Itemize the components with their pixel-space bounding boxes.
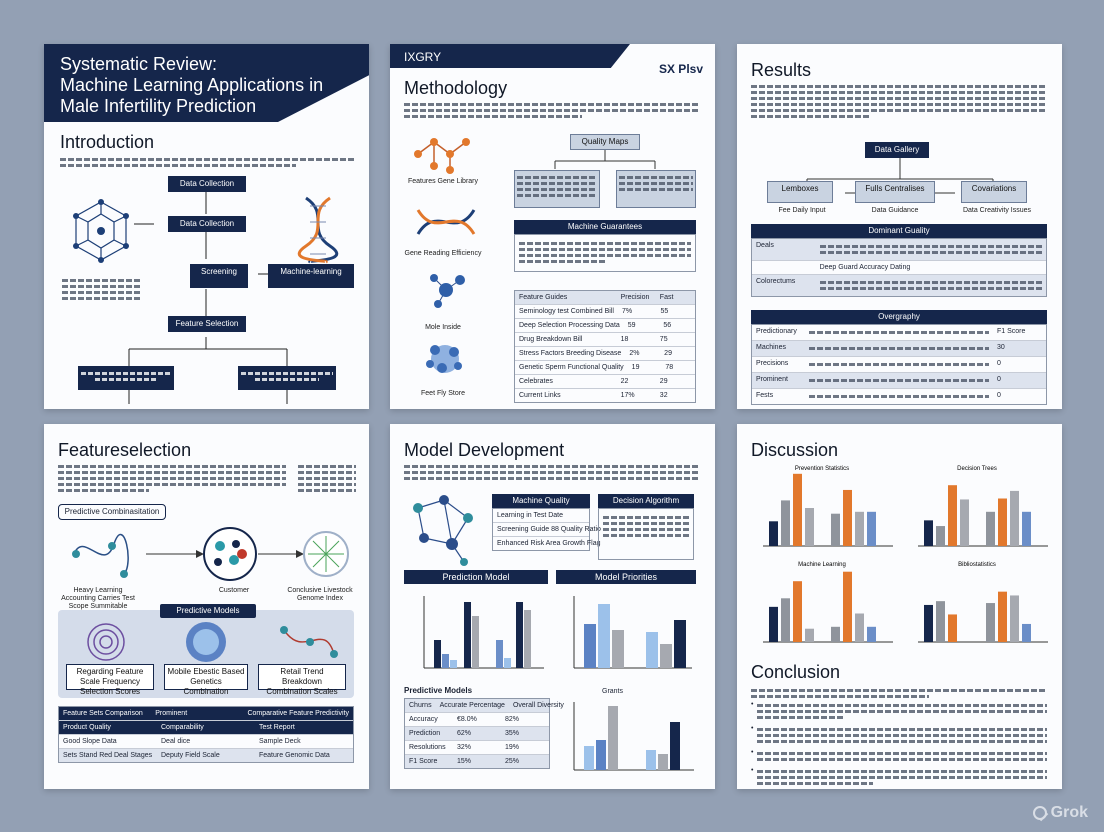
list-item: Enhanced Risk Area Growth Flag — [493, 536, 589, 550]
bar — [986, 512, 995, 546]
bar — [924, 605, 933, 642]
table-header-row: Predictionary F1 Score — [756, 328, 1026, 335]
dna-icon — [298, 196, 338, 262]
bar — [986, 603, 995, 642]
bar — [855, 512, 864, 546]
network-caption — [62, 276, 142, 303]
table-row: Machines 30 — [752, 340, 1046, 356]
bar — [781, 500, 790, 546]
atom-cluster-icon — [426, 270, 466, 310]
section-heading: Introduction — [60, 132, 155, 152]
bar — [936, 526, 945, 546]
icon-caption-2: Gene Reading Efficiency — [404, 250, 482, 257]
feature-sets-table — [58, 706, 354, 763]
dna-icon — [416, 204, 476, 240]
decision-algorithm-header: Decision Algorithm — [598, 494, 694, 508]
panel-card-3[interactable]: Retail Trend Breakdown Combination Scales — [258, 664, 346, 690]
bar — [1022, 624, 1031, 642]
models-panel-title: Predictive Models — [160, 604, 256, 618]
table-row: Accuracy €8.0% 82% — [405, 712, 549, 726]
icon-caption-4: Feet Fly Store — [421, 390, 465, 397]
box-caption-2: Data Guidance — [871, 207, 919, 214]
table-row: Genetic Sperm Functional Quality 19 78 — [515, 360, 695, 374]
bar — [769, 607, 778, 642]
branch-box-left[interactable] — [514, 170, 600, 208]
guarantees-body — [514, 234, 696, 272]
table-row: Stress Factors Breeding Disease 2% 29 — [515, 346, 695, 360]
slide-feature-selection[interactable] — [44, 424, 369, 789]
model-priorities-chart — [556, 588, 696, 680]
node-output-left[interactable] — [78, 366, 174, 390]
node-feature-selection[interactable]: Feature Selection — [168, 316, 246, 332]
bar — [936, 601, 945, 642]
node-screening[interactable]: Screening — [190, 264, 248, 288]
table1-title: Dominant Guality — [751, 224, 1047, 238]
table-row: Deep Selection Processing Data 59 56 — [515, 318, 695, 332]
centralises-box[interactable]: Fulls Centralises — [855, 181, 935, 203]
quality-maps-box[interactable]: Quality Maps — [570, 134, 640, 150]
cell-cluster-icon — [420, 336, 470, 382]
section-heading: Results — [751, 60, 812, 80]
node-output-right[interactable] — [238, 366, 336, 390]
machine-quality-header: Machine Quality — [492, 494, 590, 508]
bullet-item: • — [751, 749, 1047, 764]
chart2-title: Model Priorities — [556, 570, 696, 584]
bullet-item: • — [751, 767, 1047, 788]
branch-box-right[interactable] — [616, 170, 696, 208]
table-row: Good Slope Data Deal dice Sample Deck — [59, 734, 353, 748]
slide-tag: IXGRY — [404, 50, 442, 64]
bullet-item: • — [751, 701, 1047, 722]
bar — [1022, 512, 1031, 546]
node-data-collection-top[interactable]: Data Collection — [168, 176, 246, 192]
combination-pill[interactable]: Predictive Combinasitation — [58, 504, 166, 520]
network-icon — [406, 488, 482, 568]
slide-methodology[interactable] — [390, 44, 715, 409]
chart-title: Bibliostatistics — [958, 562, 996, 568]
table-row: Resolutions 32% 19% — [405, 740, 549, 754]
bar — [769, 521, 778, 546]
pipeline-caption-2: Customer — [218, 587, 250, 594]
table-row: Seminology test Combined Bill 7% 55 — [515, 304, 695, 318]
conclusion-text — [751, 686, 1047, 788]
molecule-icon-orange — [412, 134, 472, 174]
feature-pipeline — [64, 524, 354, 584]
bar — [948, 485, 957, 546]
table-row: Prominent 0 — [752, 372, 1046, 388]
bar — [998, 592, 1007, 642]
chart-title: Prevention Statistics — [794, 466, 850, 472]
bar — [867, 512, 876, 546]
discussion-charts — [747, 462, 1052, 652]
node-data-collection[interactable]: Data Collection — [168, 216, 246, 232]
grok-logo-icon — [1033, 806, 1047, 820]
bar — [843, 572, 852, 642]
machine-quality-list — [492, 508, 601, 551]
table-row: Drug Breakdown Bill 18 75 — [515, 332, 695, 346]
panel-card-1[interactable]: Regarding Feature Scale Frequency Selection Scores — [66, 664, 154, 690]
predictive-models-table — [404, 698, 564, 769]
bar — [793, 474, 802, 546]
overgraphy-table — [751, 324, 1047, 405]
dominant-table — [751, 238, 1047, 297]
method-text — [404, 100, 700, 121]
node-machine-learning[interactable]: Machine-learning — [268, 264, 354, 288]
section-heading: Featureselection — [58, 440, 192, 460]
chart3-title: Grants — [602, 688, 624, 695]
table-row: Deep Guard Accuracy Dating — [752, 260, 1046, 274]
pipeline-caption-1: Heavy Learning Accounting Carries Test Scope Summitable — [61, 587, 135, 610]
model-text — [404, 462, 700, 483]
bar — [805, 508, 814, 546]
covariations-box[interactable]: Covariations — [961, 181, 1027, 203]
bar — [805, 629, 814, 642]
slide-discussion[interactable] — [737, 424, 1062, 789]
slide-model-development[interactable] — [390, 424, 715, 789]
bar — [781, 598, 790, 642]
pipeline-caption-3: Conclusive Livestock Genome Index — [287, 587, 353, 602]
decision-algorithm-body — [598, 508, 694, 560]
table-header-row: Feature Sets Comparison Prominent Comparative Feature Predictivity — [59, 707, 353, 720]
list-item: Screening Guide 88 Quality Ratio — [493, 522, 589, 536]
slide-introduction[interactable] — [44, 44, 369, 409]
table-row: Colorectums — [752, 274, 1046, 296]
table2-title: Overgraphy — [751, 310, 1047, 324]
chart-bars — [434, 602, 531, 668]
lemboxes-box[interactable]: Lemboxes — [767, 181, 833, 203]
feature-text-right — [298, 462, 356, 495]
table-header-row: Churns Accurate Percentage Overall Diversity — [405, 699, 549, 712]
bullet-item: • — [751, 725, 1047, 746]
bar — [793, 581, 802, 642]
chart1-title: Prediction Model — [404, 570, 548, 584]
slide-results[interactable] — [737, 44, 1062, 409]
conclusion-heading: Conclusion — [751, 662, 841, 682]
slide-title: Systematic Review: Machine Learning Applications in Male Infertility Prediction — [60, 54, 324, 116]
bar — [867, 627, 876, 642]
box-caption-3: Data Creativity Issues — [962, 207, 1032, 214]
data-gallery-box[interactable]: Data Gallery — [865, 142, 929, 158]
table-row: Deals — [752, 239, 1046, 260]
bar — [1010, 595, 1019, 642]
table-row: Current Links 17% 32 — [515, 388, 695, 402]
bar — [831, 627, 840, 642]
table-row: Precisions 0 — [752, 356, 1046, 372]
bar — [843, 490, 852, 546]
network-icon — [66, 194, 136, 274]
icon-caption-3: Mole Inside — [425, 324, 461, 331]
section-heading: Model Development — [404, 440, 565, 460]
bar — [960, 499, 969, 546]
table-row: Fests 0 — [752, 388, 1046, 404]
guarantees-header: Machine Guarantees — [514, 220, 696, 234]
table-row: F1 Score 15% 25% — [405, 754, 549, 768]
box-caption-1: Fee Daily Input — [778, 207, 826, 214]
section-heading: Methodology — [404, 78, 508, 98]
table-row: Celebrates 22 29 — [515, 374, 695, 388]
table-row: Product Quality Comparability Test Report — [59, 720, 353, 734]
icon-caption-1: Features Gene Library — [407, 178, 479, 185]
panel-card-2[interactable]: Mobile Ebestic Based Genetics Combination — [164, 664, 248, 690]
chart-title: Decision Trees — [957, 466, 997, 472]
bar — [855, 614, 864, 643]
bar — [831, 514, 840, 546]
table-row: Sets Stand Red Deal Stages Deputy Field Scale Feature Genomic Data — [59, 748, 353, 762]
chart-title: Machine Learning — [798, 562, 846, 568]
bar — [998, 499, 1007, 547]
feature-text-left — [58, 462, 286, 495]
watermark: Grok — [1033, 804, 1088, 822]
section-heading: Discussion — [751, 440, 839, 460]
results-text — [751, 82, 1047, 121]
bar — [1010, 491, 1019, 546]
features-table: Feature Guides Precision Fast Seminology test Combined Bill 7% 55 Deep Selection Processing Data 59 56 Drug Breakdown Bill 18 75 Stress Factors Breeding Disease 2% 29 Genetic Sperm Functional Quality 19 78 Celebrates 22 29 Current Links 17% 32 — [514, 290, 696, 403]
intro-text — [60, 155, 355, 170]
bar — [924, 520, 933, 546]
models-panel-icons — [84, 620, 344, 666]
bar — [948, 614, 957, 642]
prediction-model-chart — [404, 588, 549, 680]
grants-chart — [562, 696, 698, 782]
table-row: Prediction 62% 35% — [405, 726, 549, 740]
brand-logo: SX Plsv — [658, 62, 703, 76]
predictive-table-title: Predictive Models — [404, 686, 473, 695]
list-item: Learning in Test Date — [497, 512, 564, 519]
